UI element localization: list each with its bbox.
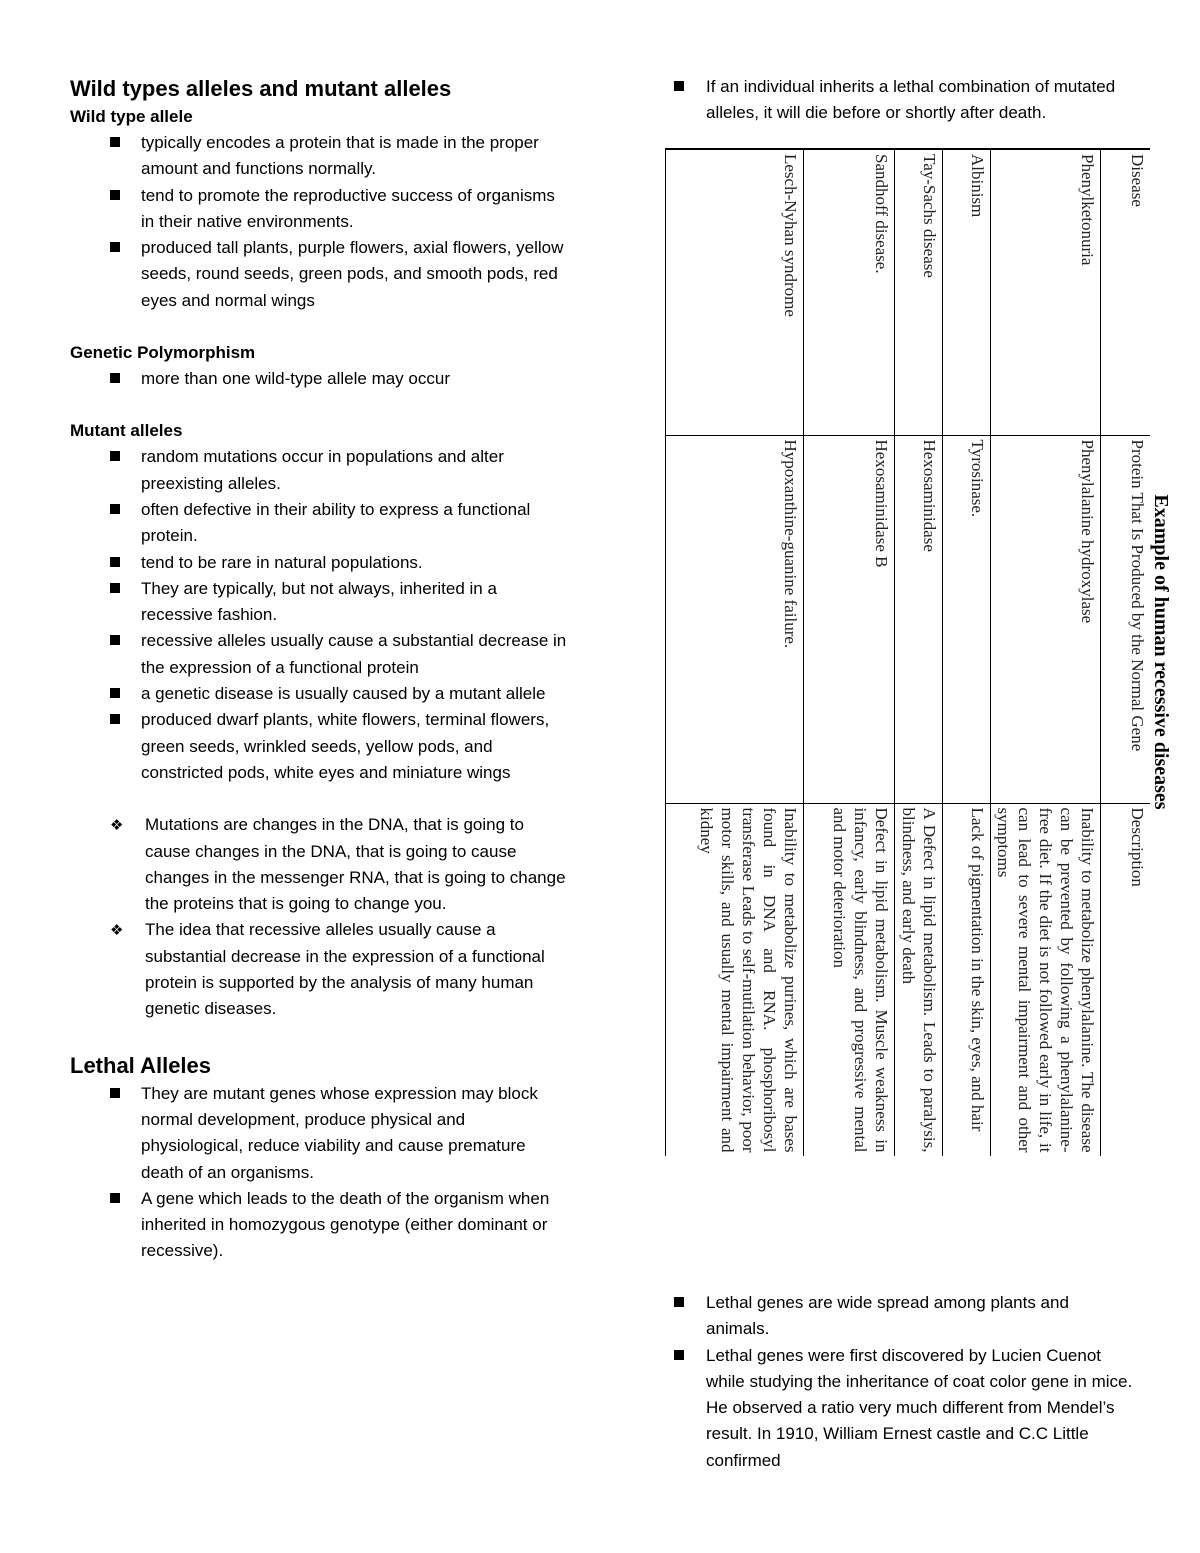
list-item: more than one wild-type allele may occur xyxy=(70,366,570,392)
table-row xyxy=(666,149,804,1156)
table-row xyxy=(895,149,943,1156)
polymorphism-list xyxy=(70,366,570,392)
diamond-bullet-icon: ❖ xyxy=(110,816,124,835)
cell-disease: Lesch-Nyhan syndrome xyxy=(666,149,804,435)
list-item: They are typically, but not always, inherited in a recessive fashion. xyxy=(70,576,570,629)
cell-disease: Albinism xyxy=(943,149,991,435)
header-disease: Disease xyxy=(1101,149,1150,435)
wild-type-list xyxy=(70,130,570,314)
left-column xyxy=(70,74,570,1265)
cell-description: Defect in lipid metabolism. Muscle weakness in infancy, early blindness, and progressive mental and motor deterioration xyxy=(804,803,895,1156)
recessive-diseases-table xyxy=(666,148,1151,1156)
diamond-bullet-icon: ❖ xyxy=(110,921,124,940)
list-item: produced dwarf plants, white flowers, terminal flowers, green seeds, wrinkled seeds, yellow pods, and constricted pods, white eyes and miniature wings xyxy=(70,707,570,786)
list-item: tend to be rare in natural populations. xyxy=(70,550,570,576)
recessive-diseases-table-figure xyxy=(644,148,1180,1156)
list-item: They are mutant genes whose expression may block normal development, produce physical and physiological, reduce viability and cause premature death of an organisms. xyxy=(70,1081,570,1186)
list-item: random mutations occur in populations and alter preexisting alleles. xyxy=(70,444,570,497)
mutant-list xyxy=(70,444,570,786)
list-item: Lethal genes were first discovered by Lucien Cuenot while studying the inheritance of coat color gene in mice. He observed a ratio very much different from Mendel’s result. In 1910, William Ernest castle and C.C Little confirmed xyxy=(674,1343,1134,1474)
cell-protein: Hexosaminidase B xyxy=(804,435,895,803)
table-caption: Example of human recessive diseases xyxy=(1150,494,1172,810)
note-text: Mutations are changes in the DNA, that is going to cause changes in the DNA, that is going to cause changes in the messenger RNA, that is going to change the proteins that is going to change you. xyxy=(145,815,566,914)
section-title-wild-mutant: Wild types alleles and mutant alleles xyxy=(70,76,452,101)
list-item: typically encodes a protein that is made in the proper amount and functions normally. xyxy=(70,130,570,183)
note-item xyxy=(70,917,570,1022)
list-item: a genetic disease is usually caused by a mutant allele xyxy=(70,681,570,707)
note-item xyxy=(70,812,570,917)
table-row xyxy=(943,149,991,1156)
rotated-table-region xyxy=(644,148,1180,1156)
cell-description: Inability to metabolize purines, which are bases found in DNA and RNA. phosphoribosyl transferase Leads to self-mutilation behavior, poor motor skills, and usually mental impairment and kidney xyxy=(666,803,804,1156)
section-title-lethal: Lethal Alleles xyxy=(70,1052,212,1078)
header-description: Description xyxy=(1101,803,1150,1156)
right-column-top xyxy=(674,74,1134,127)
list-item: Lethal genes are wide spread among plants and animals. xyxy=(674,1290,1134,1343)
heading-polymorphism: Genetic Polymorphism xyxy=(70,343,256,363)
lethal-genes-list xyxy=(674,1290,1134,1474)
cell-disease: Sandhoff disease. xyxy=(804,149,895,435)
cell-description: Inability to metabolize phenylalanine. The disease can be prevented by following a phenylalanine-free diet. If the diet is not followed early in life, it can lead to severe mental impairment and other symptoms xyxy=(991,803,1101,1156)
list-item: A gene which leads to the death of the organism when inherited in homozygous genotype (either dominant or recessive). xyxy=(70,1186,570,1265)
heading-mutant: Mutant alleles xyxy=(70,421,183,441)
cell-description: A Defect in lipid metabolism. Leads to paralysis, blindness, and early death xyxy=(895,803,943,1156)
list-item: If an individual inherits a lethal combination of mutated alleles, it will die before or shortly after death. xyxy=(674,74,1134,127)
note-text: The idea that recessive alleles usually cause a substantial decrease in the expression of a functional protein is supported by the analysis of many human genetic diseases. xyxy=(145,920,545,1019)
list-item: produced tall plants, purple flowers, axial flowers, yellow seeds, round seeds, green pods, and smooth pods, red eyes and normal wings xyxy=(70,235,570,314)
cell-description: Lack of pigmentation in the skin, eyes, and hair xyxy=(943,803,991,1156)
table-row xyxy=(991,149,1101,1156)
cell-disease: Tay-Sachs disease xyxy=(895,149,943,435)
cell-protein: Phenylalanine hydroxylase xyxy=(991,435,1101,803)
header-protein: Protein That Is Produced by the Normal Gene xyxy=(1101,435,1150,803)
notes-list xyxy=(70,812,570,1022)
lethal-list xyxy=(70,1081,570,1265)
cell-protein: Tyrosinase. xyxy=(943,435,991,803)
cell-protein: Hypoxanthine-guanine failure. xyxy=(666,435,804,803)
list-item: recessive alleles usually cause a substantial decrease in the expression of a functional protein xyxy=(70,628,570,681)
cell-disease: Phenylketonuria xyxy=(991,149,1101,435)
table-row xyxy=(804,149,895,1156)
list-item: often defective in their ability to express a functional protein. xyxy=(70,497,570,550)
list-item: tend to promote the reproductive success of organisms in their native environments. xyxy=(70,183,570,236)
table-header-row xyxy=(1101,149,1150,1156)
cell-protein: Hexosaminidase xyxy=(895,435,943,803)
lethal-combination-list xyxy=(674,74,1134,127)
right-column-bottom xyxy=(674,1290,1134,1474)
heading-wild-type: Wild type allele xyxy=(70,107,193,126)
